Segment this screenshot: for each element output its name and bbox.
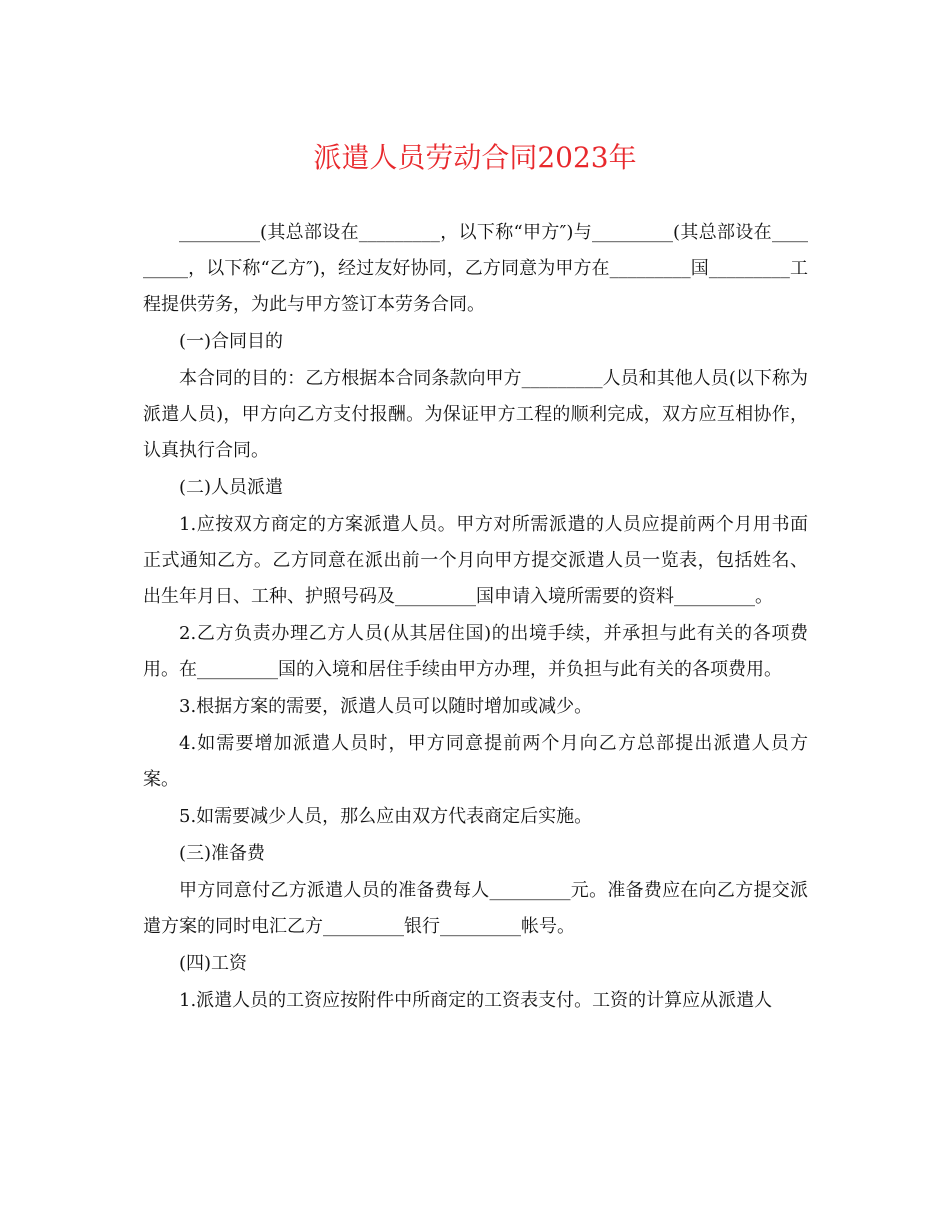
paragraph-parties: _________(其总部设在_________，以下称“甲方″)与_________(其总部设在_________，以下称“乙方″)，经过友好协同，乙方同意为甲方在_________国_________工程提供劳务，为此与甲方签订本劳务合同。 bbox=[143, 222, 808, 315]
section-heading-dispatch: (二)人员派遣 bbox=[179, 477, 284, 498]
paragraph-preparation-fee: 甲方同意付乙方派遣人员的准备费每人_________元。准备费应在向乙方提交派遣方案的同时电汇乙方_________银行_________帐号。 bbox=[143, 880, 808, 937]
paragraph-dispatch-5: 5.如需要减少人员，那么应由双方代表商定后实施。 bbox=[179, 806, 593, 827]
section-heading-purpose: (一)合同目的 bbox=[179, 331, 284, 352]
document-body bbox=[143, 215, 808, 1020]
paragraph-dispatch-1: 1.应按双方商定的方案派遣人员。甲方对所需派遣的人员应提前两个月用书面正式通知乙方。乙方同意在派出前一个月向甲方提交派遣人员一览表，包括姓名、出生年月日、工种、护照号码及_________国申请入境所需要的资料_________。 bbox=[143, 514, 808, 607]
paragraph-dispatch-2: 2.乙方负责办理乙方人员(从其居住国)的出境手续，并承担与此有关的各项费用。在_________国的入境和居住手续由甲方办理，并负担与此有关的各项费用。 bbox=[143, 623, 808, 680]
section-heading-wages: (四)工资 bbox=[179, 953, 248, 974]
paragraph-dispatch-3: 3.根据方案的需要，派遣人员可以随时增加或减少。 bbox=[179, 696, 593, 717]
paragraph-purpose: 本合同的目的：乙方根据本合同条款向甲方_________人员和其他人员(以下称为派遣人员)，甲方向乙方支付报酬。为保证甲方工程的顺利完成，双方应互相协作，认真执行合同。 bbox=[143, 368, 808, 461]
paragraph-wages-1: 1.派遣人员的工资应按附件中所商定的工资表支付。工资的计算应从派遣人 bbox=[179, 990, 773, 1011]
document-title: 派遣人员劳动合同2023年 bbox=[313, 141, 637, 174]
paragraph-dispatch-4: 4.如需要增加派遣人员时，甲方同意提前两个月向乙方总部提出派遣人员方案。 bbox=[143, 733, 808, 790]
section-heading-preparation-fee: (三)准备费 bbox=[179, 843, 266, 864]
